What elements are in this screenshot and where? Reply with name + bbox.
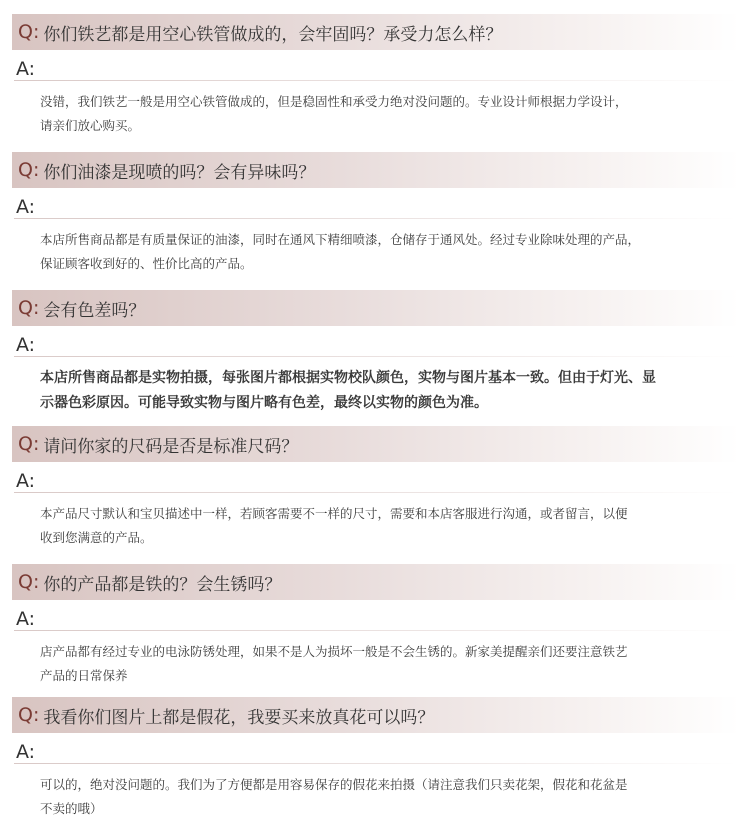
answer-line: 店产品都有经过专业的电泳防锈处理，如果不是人为损坏一般是不会生锈的。新家美提醒亲们还要注意铁艺 — [40, 644, 628, 659]
answer-divider — [14, 763, 738, 764]
answer-line: 没错，我们铁艺一般是用空心铁管做成的，但是稳固性和承受力绝对没问题的。专业设计师根据力学设计， — [40, 94, 628, 109]
answer-divider — [14, 218, 738, 219]
answer-text — [40, 90, 740, 138]
answer-text — [40, 228, 740, 276]
question-text: 请问你家的尺码是否是标准尺码？ — [43, 436, 299, 457]
question-text: 你们油漆是现喷的吗？会有异味吗？ — [43, 162, 316, 183]
answer-line: 不卖的哦） — [40, 801, 103, 816]
question-label: Q: — [18, 21, 40, 43]
question-text: 你们铁艺都是用空心铁管做成的，会牢固吗？承受力怎么样？ — [43, 24, 503, 45]
answer-line: 示器色彩原因。可能导致实物与图片略有色差，最终以实物的颜色为准。 — [40, 395, 488, 411]
answer-line: 产品的日常保养 — [40, 668, 128, 683]
answer-label: A: — [16, 470, 36, 492]
answer-divider — [14, 630, 738, 631]
question-label: Q: — [18, 704, 40, 726]
answer-text — [40, 640, 740, 688]
answer-label: A: — [16, 334, 36, 356]
question-label: Q: — [18, 433, 40, 455]
answer-line: 收到您满意的产品。 — [40, 530, 153, 545]
answer-label: A: — [16, 58, 36, 80]
answer-label: A: — [16, 196, 36, 218]
answer-divider — [14, 80, 738, 81]
question-label: Q: — [18, 571, 40, 593]
question-label: Q: — [18, 297, 40, 319]
answer-text — [40, 502, 740, 550]
answer-line: 保证顾客收到好的、性价比高的产品。 — [40, 256, 253, 271]
answer-line: 请亲们放心购买。 — [40, 118, 141, 133]
question-bar — [12, 14, 740, 50]
answer-line: 本店所售商品都是有质量保证的油漆，同时在通风下精细喷漆，仓储存于通风处。经过专业除味处理的产品， — [40, 232, 641, 247]
answer-line: 本产品尺寸默认和宝贝描述中一样，若顾客需要不一样的尺寸，需要和本店客服进行沟通，或者留言，以便 — [40, 506, 628, 521]
answer-text — [40, 366, 740, 416]
question-bar — [12, 152, 740, 188]
answer-divider — [14, 492, 738, 493]
answer-line: 可以的，绝对没问题的。我们为了方便都是用容易保存的假花来拍摄（请注意我们只卖花架，假花和花盆是 — [40, 777, 628, 792]
answer-label: A: — [16, 608, 36, 630]
answer-label: A: — [16, 741, 36, 763]
answer-divider — [14, 356, 738, 357]
question-text: 你的产品都是铁的？会生锈吗？ — [43, 574, 282, 595]
question-bar — [12, 697, 740, 733]
question-label: Q: — [18, 159, 40, 181]
question-bar — [12, 290, 740, 326]
question-bar — [12, 564, 740, 600]
answer-line: 本店所售商品都是实物拍摄，每张图片都根据实物校队颜色，实物与图片基本一致。但由于灯光、显 — [40, 370, 656, 386]
question-text: 我看你们图片上都是假花，我要买来放真花可以吗？ — [43, 707, 435, 728]
answer-text — [40, 773, 740, 821]
question-bar — [12, 426, 740, 462]
question-text: 会有色差吗？ — [43, 300, 146, 321]
